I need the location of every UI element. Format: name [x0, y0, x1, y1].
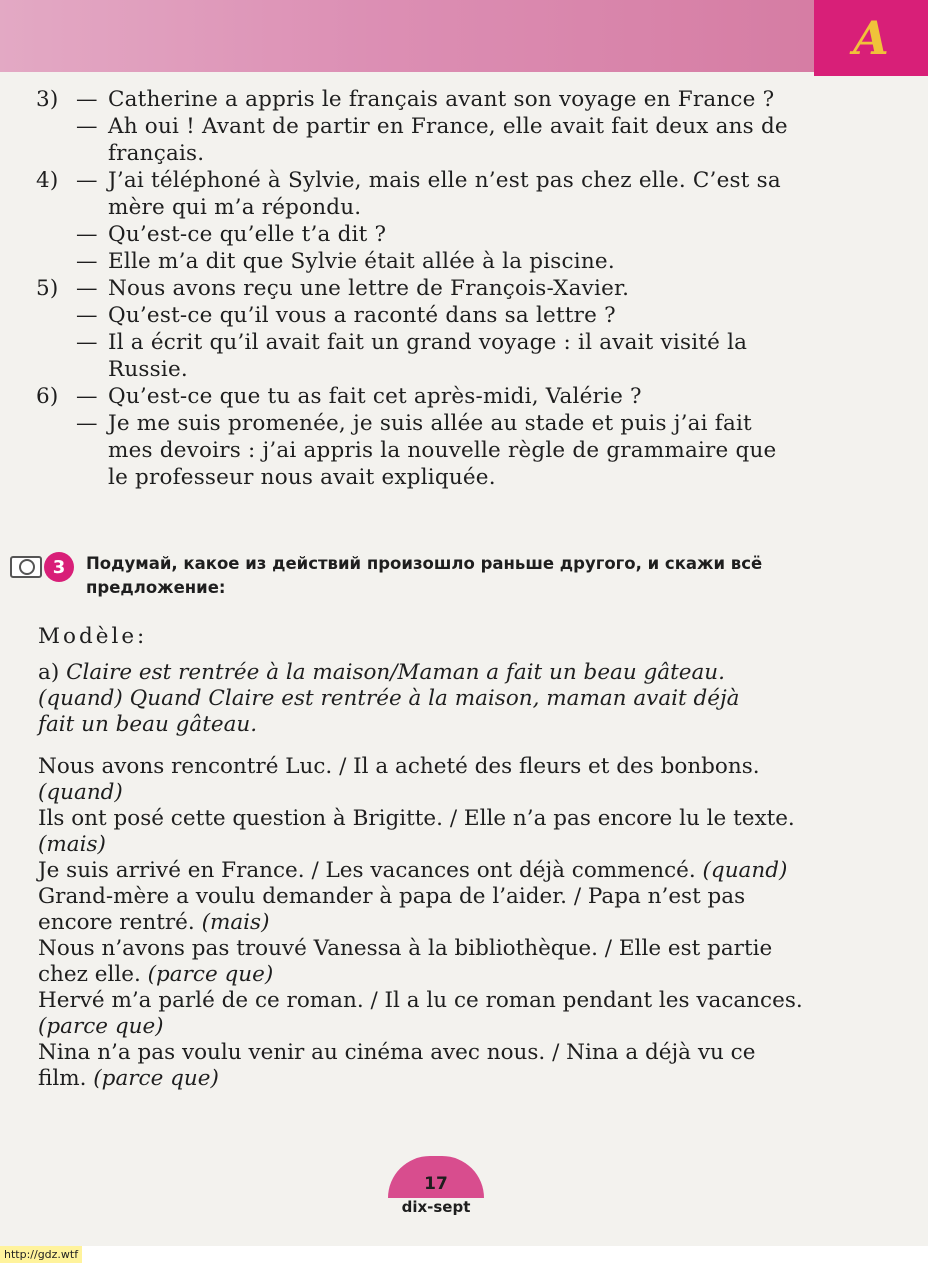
conjunction-hint: (parce que) [147, 962, 274, 987]
sentence-item: Hervé m’a parlé de ce roman. / Il a lu ce roman pendant les vacances. (parce que) [38, 988, 803, 1039]
conjunction-hint: (quand) [702, 858, 788, 883]
conjunction-hint: (mais) [38, 832, 106, 857]
dialogue-line: — Il a écrit qu’il avait fait un grand voyage : il avait visité la Russie. [76, 330, 748, 382]
conjunction-hint: (parce que) [93, 1066, 219, 1091]
dialogue-number: 3) [36, 87, 59, 112]
page-number-words: dix-sept [401, 1198, 471, 1216]
dialogue-line: — Qu’est-ce que tu as fait cet après-midi, Valérie ? [76, 384, 642, 409]
dialogue-line: — Elle m’a dit que Sylvie était allée à la piscine. [76, 249, 615, 274]
textbook-logo [814, 0, 928, 76]
exercise-header [8, 552, 808, 600]
exercise-instruction: Подумай, какое из действий произошло раньше другого, и скажи всё предложение: [86, 554, 763, 597]
page-number: 17 [424, 1174, 448, 1194]
sentence-item: Grand-mère a voulu demander à papa de l’aider. / Papa n’est pas encore rentré. (mais) [38, 884, 746, 935]
dialogue-number: 6) [36, 384, 59, 409]
exercise-sentences [38, 754, 808, 1092]
dialogue-line: — Catherine a appris le français avant son voyage en France ? [76, 87, 775, 112]
page-number-badge [388, 1156, 484, 1198]
dialogue-6 [36, 383, 796, 491]
sentence-item: Ils ont posé cette question à Brigitte. / Elle n’a pas encore lu le texte. (mais) [38, 806, 795, 857]
dialogue-3 [36, 86, 796, 167]
dialogues [36, 86, 796, 491]
dialogue-number: 5) [36, 276, 59, 301]
sentence-item: Je suis arrivé en France. / Les vacances ont déjà commencé. (quand) [38, 858, 788, 883]
bottom-strip [0, 1246, 928, 1263]
dialogue-5 [36, 275, 796, 383]
sentence-item: Nina n’a pas voulu venir au cinéma avec nous. / Nina a déjà vu ce film. (parce que) [38, 1040, 756, 1091]
modele-label: Modèle: [38, 624, 148, 649]
dialogue-line: — Qu’est-ce qu’elle t’a dit ? [76, 222, 387, 247]
dialogue-number: 4) [36, 168, 59, 193]
conjunction-hint: (quand) [38, 780, 123, 805]
sentence-item: Nous avons rencontré Luc. / Il a acheté des fleurs et des bonbons. (quand) [38, 754, 760, 805]
dialogue-line: — Qu’est-ce qu’il vous a raconté dans sa lettre ? [76, 303, 616, 328]
conjunction-hint: (mais) [201, 910, 270, 935]
example-text: Claire est rentrée à la maison/Maman a fait un beau gâteau. (quand) Quand Claire est rentrée à la maison, maman avait déjà fait un beau gâteau. [38, 660, 740, 737]
exercise-number-badge: 3 [44, 552, 74, 582]
logo-letter: A [853, 11, 889, 65]
dialogue-line: — Ah oui ! Avant de partir en France, elle avait fait deux ans de français. [76, 114, 788, 166]
cd-audio-icon [8, 554, 42, 578]
header-band [0, 0, 928, 72]
dialogue-line: — Nous avons reçu une lettre de François-Xavier. [76, 276, 630, 301]
site-link[interactable]: http://gdz.wtf [0, 1246, 82, 1263]
sentence-item: Nous n’avons pas trouvé Vanessa à la bibliothèque. / Elle est partie chez elle. (parce que) [38, 936, 773, 987]
example-prefix: a) [38, 660, 60, 685]
conjunction-hint: (parce que) [38, 1014, 164, 1039]
example-block [38, 660, 778, 738]
dialogue-line: — Je me suis promenée, je suis allée au stade et puis j’ai fait mes devoirs : j’ai appris la nouvelle règle de grammaire que le professeur nous avait expliquée. [76, 411, 777, 490]
dialogue-line: — J’ai téléphoné à Sylvie, mais elle n’est pas chez elle. C’est sa mère qui m’a répondu. [76, 168, 781, 220]
dialogue-4 [36, 167, 796, 275]
